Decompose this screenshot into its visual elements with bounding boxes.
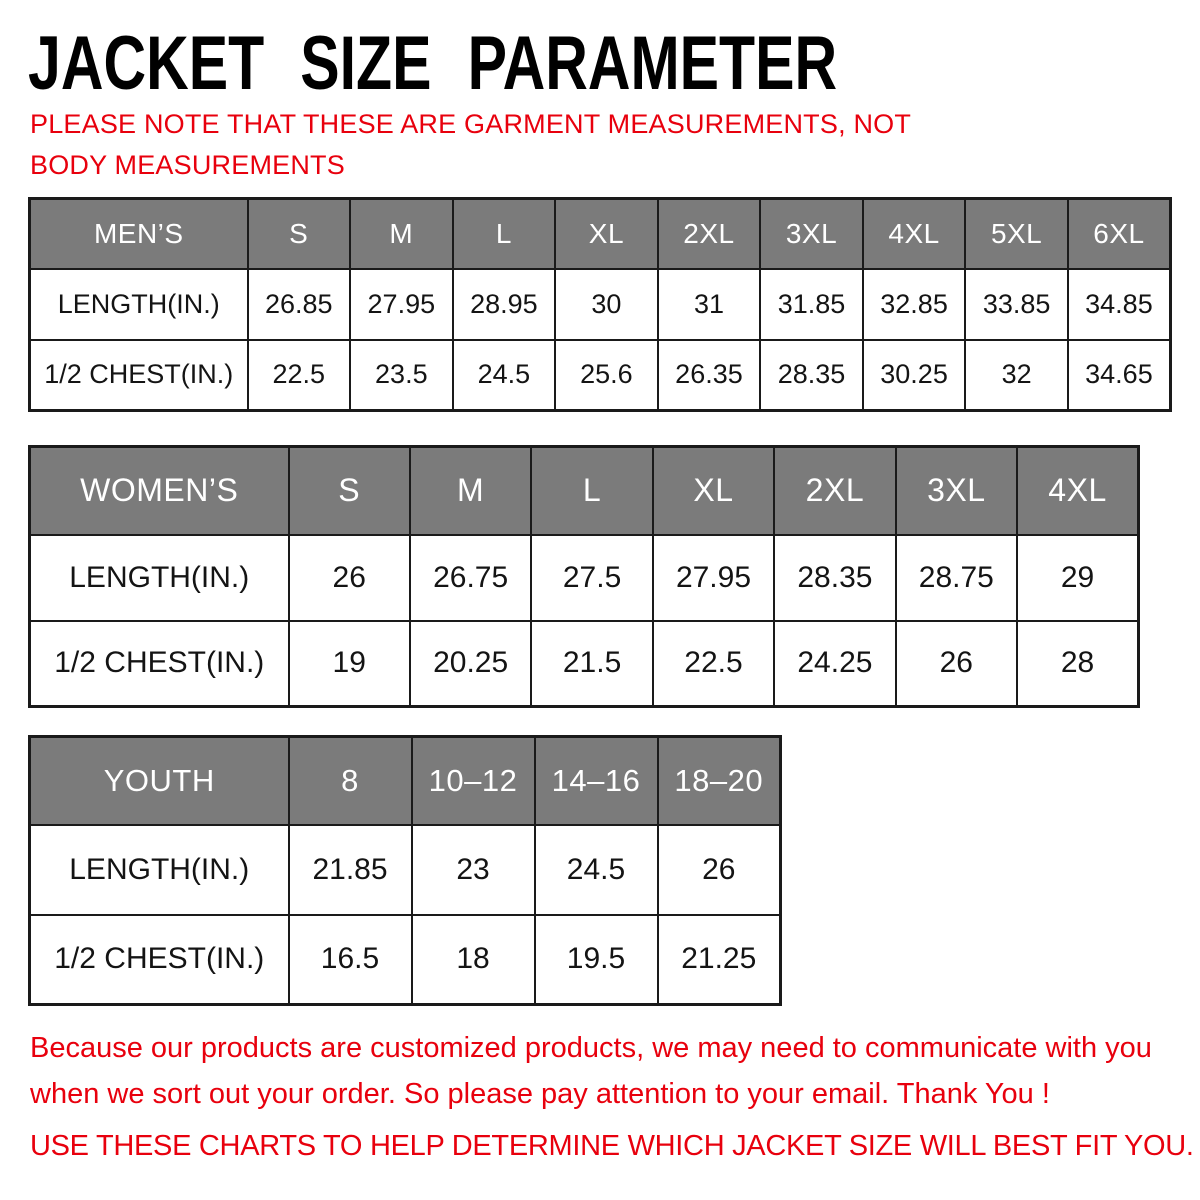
youth-value-cell: 21.25 (658, 915, 781, 1005)
youth-size-header: 14–16 (535, 737, 658, 825)
womens-value-cell: 28.75 (896, 535, 1017, 621)
youth-value-cell: 24.5 (535, 825, 658, 915)
womens-row-label: LENGTH(IN.) (30, 535, 289, 621)
mens-header-row (30, 199, 1171, 269)
garment-measurement-note: PLEASE NOTE THAT THESE ARE GARMENT MEASUREMENTS, NOT BODY MEASUREMENTS (30, 109, 911, 180)
womens-value-cell: 27.95 (653, 535, 774, 621)
womens-size-header: XL (653, 447, 774, 535)
mens-size-header: M (350, 199, 453, 269)
mens-size-header: S (248, 199, 351, 269)
youth-value-cell: 16.5 (289, 915, 412, 1005)
womens-value-cell: 27.5 (531, 535, 652, 621)
youth-size-table (28, 735, 782, 1006)
use-charts-instruction: USE THESE CHARTS TO HELP DETERMINE WHICH JACKET SIZE WILL BEST FIT YOU. (30, 1130, 1194, 1162)
youth-row-label: 1/2 CHEST(IN.) (30, 915, 289, 1005)
womens-size-header: L (531, 447, 652, 535)
mens-table-body (30, 269, 1171, 411)
mens-value-cell: 34.65 (1068, 340, 1171, 411)
womens-value-cell: 29 (1017, 535, 1138, 621)
mens-value-cell: 26.35 (658, 340, 761, 411)
mens-value-cell: 23.5 (350, 340, 453, 411)
mens-value-cell: 28.95 (453, 269, 556, 340)
womens-size-header: 3XL (896, 447, 1017, 535)
youth-header-row (30, 737, 781, 825)
womens-value-cell: 24.25 (774, 621, 895, 707)
mens-data-row (30, 340, 1171, 411)
womens-value-cell: 26.75 (410, 535, 531, 621)
womens-row-label: 1/2 CHEST(IN.) (30, 621, 289, 707)
womens-value-cell: 22.5 (653, 621, 774, 707)
youth-value-cell: 21.85 (289, 825, 412, 915)
mens-value-cell: 32 (965, 340, 1068, 411)
mens-value-cell: 30 (555, 269, 658, 340)
mens-value-cell: 31.85 (760, 269, 863, 340)
womens-value-cell: 26 (896, 621, 1017, 707)
mens-value-cell: 26.85 (248, 269, 351, 340)
mens-value-cell: 31 (658, 269, 761, 340)
womens-data-row (30, 535, 1139, 621)
youth-size-header: 8 (289, 737, 412, 825)
youth-size-header: 18–20 (658, 737, 781, 825)
mens-value-cell: 33.85 (965, 269, 1068, 340)
womens-value-cell: 21.5 (531, 621, 652, 707)
youth-data-row (30, 915, 781, 1005)
womens-table-title: WOMEN’S (30, 447, 289, 535)
customized-products-notice: Because our products are customized products, we may need to communicate with you when we sort out your order. So please pay attention to your email. Thank You ! (30, 1032, 1152, 1110)
womens-size-table (28, 445, 1140, 708)
mens-row-label: 1/2 CHEST(IN.) (30, 340, 248, 411)
youth-value-cell: 23 (412, 825, 535, 915)
mens-row-label: LENGTH(IN.) (30, 269, 248, 340)
womens-value-cell: 19 (289, 621, 410, 707)
womens-value-cell: 26 (289, 535, 410, 621)
mens-value-cell: 25.6 (555, 340, 658, 411)
page-title: JACKET SIZE PARAMETER (28, 21, 838, 106)
womens-size-header: 4XL (1017, 447, 1138, 535)
mens-value-cell: 24.5 (453, 340, 556, 411)
mens-size-header: 6XL (1068, 199, 1171, 269)
womens-data-row (30, 621, 1139, 707)
womens-value-cell: 28 (1017, 621, 1138, 707)
youth-value-cell: 18 (412, 915, 535, 1005)
mens-size-header: 5XL (965, 199, 1068, 269)
mens-value-cell: 28.35 (760, 340, 863, 411)
youth-row-label: LENGTH(IN.) (30, 825, 289, 915)
womens-value-cell: 20.25 (410, 621, 531, 707)
youth-table-title: YOUTH (30, 737, 289, 825)
mens-size-header: XL (555, 199, 658, 269)
mens-size-header: 3XL (760, 199, 863, 269)
mens-value-cell: 27.95 (350, 269, 453, 340)
youth-data-row (30, 825, 781, 915)
mens-value-cell: 32.85 (863, 269, 966, 340)
womens-size-header: 2XL (774, 447, 895, 535)
womens-value-cell: 28.35 (774, 535, 895, 621)
mens-size-table (28, 197, 1172, 412)
mens-value-cell: 30.25 (863, 340, 966, 411)
womens-size-header: S (289, 447, 410, 535)
mens-value-cell: 34.85 (1068, 269, 1171, 340)
youth-table-body (30, 825, 781, 1005)
mens-data-row (30, 269, 1171, 340)
mens-size-header: L (453, 199, 556, 269)
mens-value-cell: 22.5 (248, 340, 351, 411)
youth-value-cell: 19.5 (535, 915, 658, 1005)
mens-table-title: MEN’S (30, 199, 248, 269)
womens-size-header: M (410, 447, 531, 535)
youth-size-header: 10–12 (412, 737, 535, 825)
womens-table-body (30, 535, 1139, 707)
youth-value-cell: 26 (658, 825, 781, 915)
mens-size-header: 2XL (658, 199, 761, 269)
mens-size-header: 4XL (863, 199, 966, 269)
womens-header-row (30, 447, 1139, 535)
